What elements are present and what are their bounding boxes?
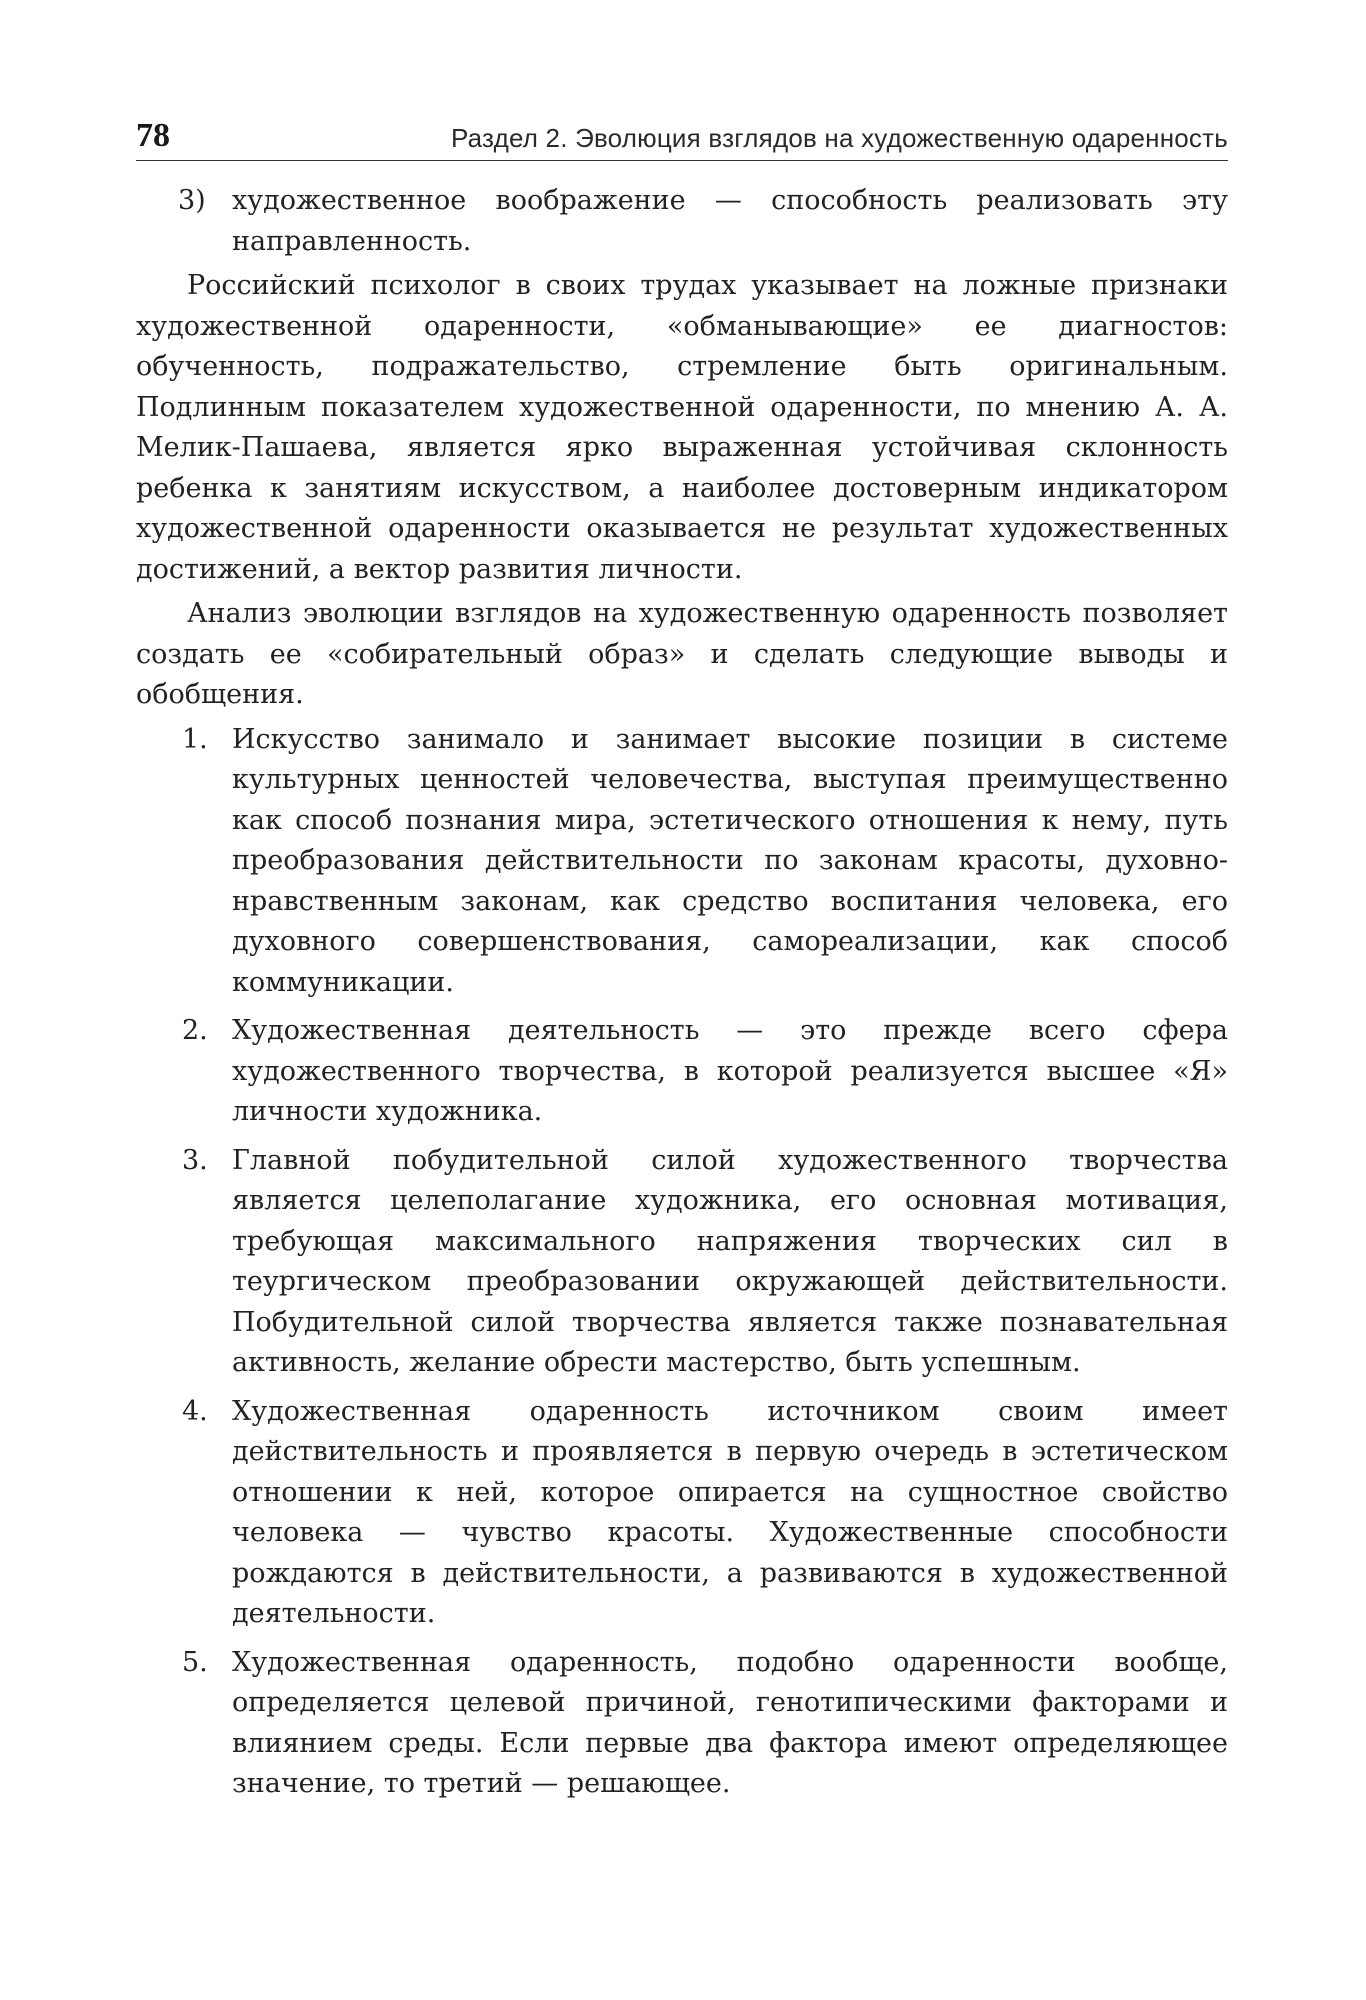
conclusions-list <box>136 720 1228 1805</box>
list-item <box>136 1643 1228 1805</box>
running-header <box>136 100 1228 161</box>
list-item-text: Художественная одаренность, подобно одаренности вообще, определяется целевой причиной, генотипическими факторами и влиянием среды. Если первые два фактора имеют определяющее значение, то третий — решающее. <box>232 1646 1228 1799</box>
list-item-text: художественное воображение — способность реализовать эту направленность. <box>232 185 1228 257</box>
list-item-text: Художественная одаренность источником своим имеет действительность и проявляется в первую очередь в эстетическом отношении к ней, которое опирается на сущностное свойство человека — чувство красоты. Художественные способности рождаются в действительности, а развиваются в художественной деятельности. <box>232 1395 1228 1629</box>
list-item-3-continued <box>136 181 1228 262</box>
paragraph-analysis: Анализ эволюции взглядов на художественную одаренность позволяет создать ее «собирательный образ» и сделать следующие выводы и обобщения. <box>136 598 1228 710</box>
list-item <box>136 1392 1228 1635</box>
list-item-number: 4. <box>182 1395 208 1427</box>
list-item-text: Искусство занимало и занимает высокие позиции в системе культурных ценностей человечества, выступая преимущественно как способ познания мира, эстетического отношения к нему, путь преобразования действительности по законам красоты, духовно-нравственным законам, как средство воспитания человека, его духовного совершенствования, самореализации, как способ коммуникации. <box>232 723 1228 998</box>
page-body <box>136 181 1228 1805</box>
list-item <box>136 720 1228 1004</box>
list-item-number: 1. <box>182 723 208 755</box>
list-item-number: 3) <box>178 185 206 216</box>
book-page <box>136 100 1228 1813</box>
section-title: Раздел 2. Эволюция взглядов на художественную одаренность <box>451 123 1228 153</box>
list-item-number: 5. <box>182 1646 208 1678</box>
list-item-text: Главной побудительной силой художественного творчества является целеполагание художника, его основная мотивация, требующая максимального напряжения творческих сил в теургическом преобразовании окружающей действительности. Побудительной силой творчества является также познавательная активность, желание обрести мастерство, быть успешным. <box>232 1144 1228 1378</box>
paragraph-false-signs: Российский психолог в своих трудах указывает на ложные признаки художественной одаренности, «обманывающие» ее диагностов: обученность, подражательство, стремление быть оригинальным. Подлинным показателем художественной одаренности, по мнению А. А. Мелик-Пашаева, является ярко выраженная устойчивая склонность ребенка к занятиям искусством, а наиболее достоверным индикатором художественной одаренности оказывается не результат художественных достижений, а вектор развития личности. <box>136 270 1228 585</box>
list-item <box>136 1011 1228 1133</box>
list-item-text: Художественная деятельность — это прежде всего сфера художественного творчества, в которой реализуется высшее «Я» личности художника. <box>232 1015 1228 1127</box>
page-number: 78 <box>136 117 170 154</box>
list-item-number: 2. <box>182 1015 208 1046</box>
list-item-number: 3. <box>182 1144 208 1176</box>
list-item <box>136 1141 1228 1384</box>
